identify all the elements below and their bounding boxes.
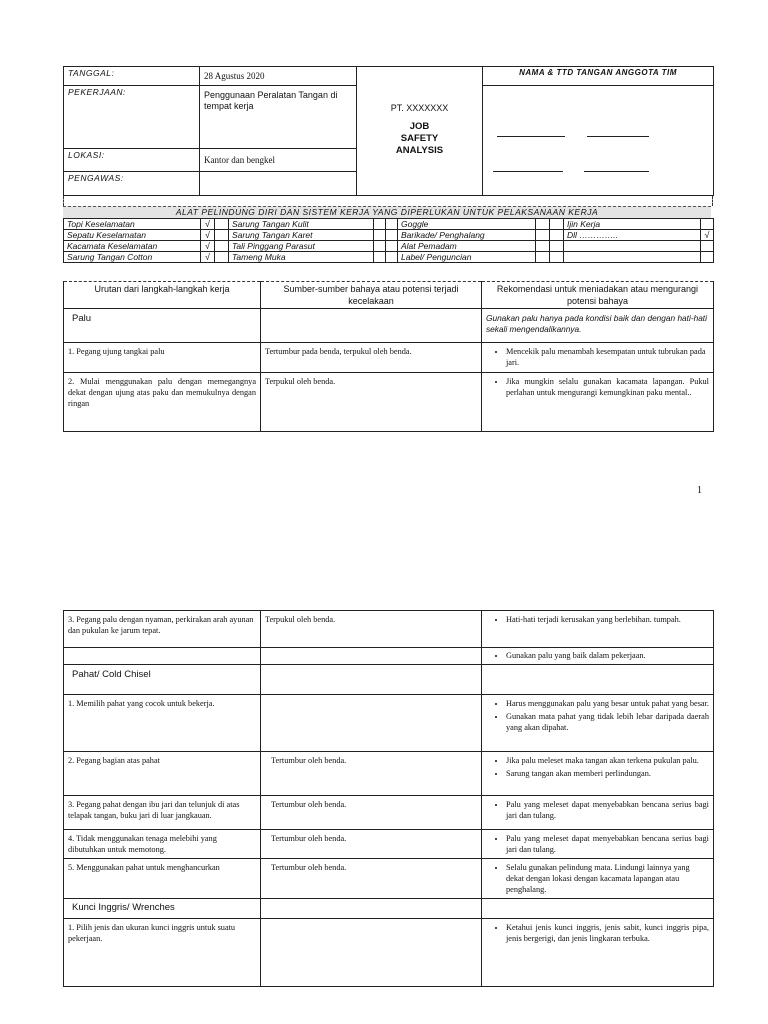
ppe-item: Ijin Kerja xyxy=(564,219,701,230)
ppe-check xyxy=(374,252,386,263)
team-label: NAMA & TTD TANGAN ANGGOTA TIM xyxy=(483,67,714,86)
recommendation-text: • Jika mungkin selalu gunakan kacamata lapangan. Pukul perlahan untuk mengurangi kemungkinan paku mental.. xyxy=(506,376,709,398)
recommendation-text: • Harus menggunakan palu yang besar untuk pahat yang besar. xyxy=(506,698,709,709)
jsa-table-page2 xyxy=(63,610,714,987)
pengawas-value xyxy=(200,172,357,196)
signature-line xyxy=(497,136,565,137)
signature-line xyxy=(584,171,649,172)
ppe-check: √ xyxy=(201,230,215,241)
step-text: 3. Pegang pahat dengan ibu jari dan telunjuk di atas telapak tangan, buku jari di luar jangkauan. xyxy=(64,796,261,830)
pengawas-label: PENGAWAS: xyxy=(64,172,200,196)
tanggal-label: TANGGAL: xyxy=(64,67,200,86)
hazard-text: Terpukul oleh benda. xyxy=(261,373,482,432)
ppe-check xyxy=(374,230,386,241)
step-text: 1. Pegang ujung tangkai palu xyxy=(64,343,261,373)
recommendation-text: • Mencekik palu menambah kesempatan untuk tubrukan pada jari. xyxy=(506,346,709,368)
ppe-check xyxy=(536,241,550,252)
ppe-item: Kacamata Keselamatan xyxy=(64,241,201,252)
recommendation-text: • Ketahui jenis kunci inggris, jenis sabit, kunci inggris pipa, jenis bergerigi, dan jenis lingkaran terbuka. xyxy=(506,922,709,944)
doc-title-2: SAFETY xyxy=(400,133,439,144)
title-block xyxy=(357,67,483,196)
step-text: 4. Tidak menggunakan tenaga melebihi yang dibutuhkan untuk memotong. xyxy=(64,830,261,859)
ppe-check xyxy=(701,252,714,263)
hazard-text: Tertumbur oleh benda. xyxy=(261,796,482,830)
section-title-pahat: Pahat/ Cold Chisel xyxy=(64,665,261,695)
section-title-kunci: Kunci Inggris/ Wrenches xyxy=(64,899,261,919)
ppe-check: √ xyxy=(201,241,215,252)
ppe-check xyxy=(374,219,386,230)
recommendation-text: • Gunakan mata pahat yang tidak lebih lebar daripada daerah yang akan dipahat. xyxy=(506,711,709,733)
step-text: 5. Menggunakan pahat untuk menghancurkan xyxy=(64,859,261,899)
hazard-text: Tertumbur oleh benda. xyxy=(261,830,482,859)
ppe-item: Sarung Tangan Kulit xyxy=(229,219,374,230)
ppe-check xyxy=(536,252,550,263)
lokasi-value: Kantor dan bengkel xyxy=(200,148,357,172)
ppe-check xyxy=(374,241,386,252)
ppe-table xyxy=(63,218,714,263)
doc-title-3: ANALYSIS xyxy=(395,145,444,156)
ppe-check xyxy=(536,230,550,241)
recommendation-text: • Jika palu meleset maka tangan akan terkena pukulan palu. xyxy=(506,755,709,766)
tanggal-value: 28 Agustus 2020 xyxy=(200,67,357,86)
ppe-item xyxy=(564,241,701,252)
hazard-text: Tertumbur pada benda, terpukul oleh benda. xyxy=(261,343,482,373)
ppe-check xyxy=(536,219,550,230)
ppe-item: Tameng Muka xyxy=(229,252,374,263)
ppe-item: Goggle xyxy=(398,219,536,230)
palu-note: Gunakan palu hanya pada kondisi baik dan dengan hati-hati sekali mengendalikannya. xyxy=(482,309,714,343)
pekerjaan-value: Penggunaan Peralatan Tangan di tempat kerja xyxy=(200,86,357,148)
lokasi-label: LOKASI: xyxy=(64,148,200,172)
ppe-item: Sarung Tangan Karet xyxy=(229,230,374,241)
ppe-check: √ xyxy=(201,219,215,230)
ppe-item: Label/ Penguncian xyxy=(398,252,536,263)
header-table xyxy=(63,66,714,196)
ppe-item: Sepatu Keselamatan xyxy=(64,230,201,241)
ppe-frame xyxy=(63,196,713,206)
section-title-palu: Palu xyxy=(64,309,261,343)
ppe-check: √ xyxy=(201,252,215,263)
ppe-item: Topi Keselamatan xyxy=(64,219,201,230)
recommendation-text: • Selalu gunakan pelindung mata. Lindungi lainnya yang dekat dengan lokasi dengan kacamata lapangan atau penghalang. xyxy=(506,862,709,895)
step-text: 2. Pegang bagian atas pahat xyxy=(64,752,261,796)
signature-area xyxy=(483,86,714,196)
ppe-item xyxy=(564,252,701,263)
ppe-item: Sarung Tangan Cotton xyxy=(64,252,201,263)
jsa-table-page1 xyxy=(63,281,714,432)
recommendation-text: • Hati-hati terjadi kerusakan yang berlebihan. tumpah. xyxy=(506,614,709,625)
pekerjaan-label: PEKERJAAN: xyxy=(64,86,200,148)
ppe-check xyxy=(701,241,714,252)
ppe-check xyxy=(701,219,714,230)
hazard-text: Tertumbur oleh benda. xyxy=(261,859,482,899)
ppe-item: Alat Pemadam xyxy=(398,241,536,252)
col-header-steps: Urutan dari langkah-langkah kerja xyxy=(64,282,261,309)
hazard-text: Tertumbur oleh benda. xyxy=(261,752,482,796)
doc-title-1: JOB xyxy=(409,121,430,132)
recommendation-text: • Sarung tangan akan memberi perlindungan. xyxy=(506,768,709,779)
col-header-hazards: Sumber-sumber bahaya atau potensi terjadi kecelakaan xyxy=(261,282,482,309)
hazard-text: Terpukul oleh benda. xyxy=(261,611,482,648)
step-text: 2. Mulai menggunakan palu dengan memegangnya dekat dengan ujung atas paku dan memukulnya dengan ringan xyxy=(64,373,261,432)
ppe-title: ALAT PELINDUNG DIRI DAN SISTEM KERJA YANG DIPERLUKAN UNTUK PELAKSANAAN KERJA xyxy=(63,206,711,219)
ppe-item: Barikade/ Penghalang xyxy=(398,230,536,241)
recommendation-text: • Palu yang meleset dapat menyebabkan bencana serius bagi jari dan tulang. xyxy=(506,799,709,821)
recommendation-text: • Gunakan palu yang baik dalam pekerjaan. xyxy=(506,650,709,661)
ppe-item: Tali Pinggang Parasut xyxy=(229,241,374,252)
signature-line xyxy=(493,171,563,172)
company-name: PT. XXXXXXX xyxy=(390,103,449,113)
recommendation-text: • Palu yang meleset dapat menyebabkan bencana serius bagi jari dan tulang. xyxy=(506,833,709,855)
ppe-item: Dll ………….. xyxy=(564,230,701,241)
signature-line xyxy=(587,136,649,137)
page-number: 1 xyxy=(697,485,702,496)
step-text: 1. Pilih jenis dan ukuran kunci inggris untuk suatu pekerjaan. xyxy=(64,919,261,987)
step-text: 3. Pegang palu dengan nyaman, perkirakan arah ayunan dan pukulan ke jarum tepat. xyxy=(64,611,261,648)
col-header-recommendations: Rekomendasi untuk meniadakan atau mengurangi potensi bahaya xyxy=(482,282,714,309)
step-text: 1. Memilih pahat yang cocok untuk bekerja. xyxy=(64,695,261,752)
ppe-check: √ xyxy=(701,230,714,241)
